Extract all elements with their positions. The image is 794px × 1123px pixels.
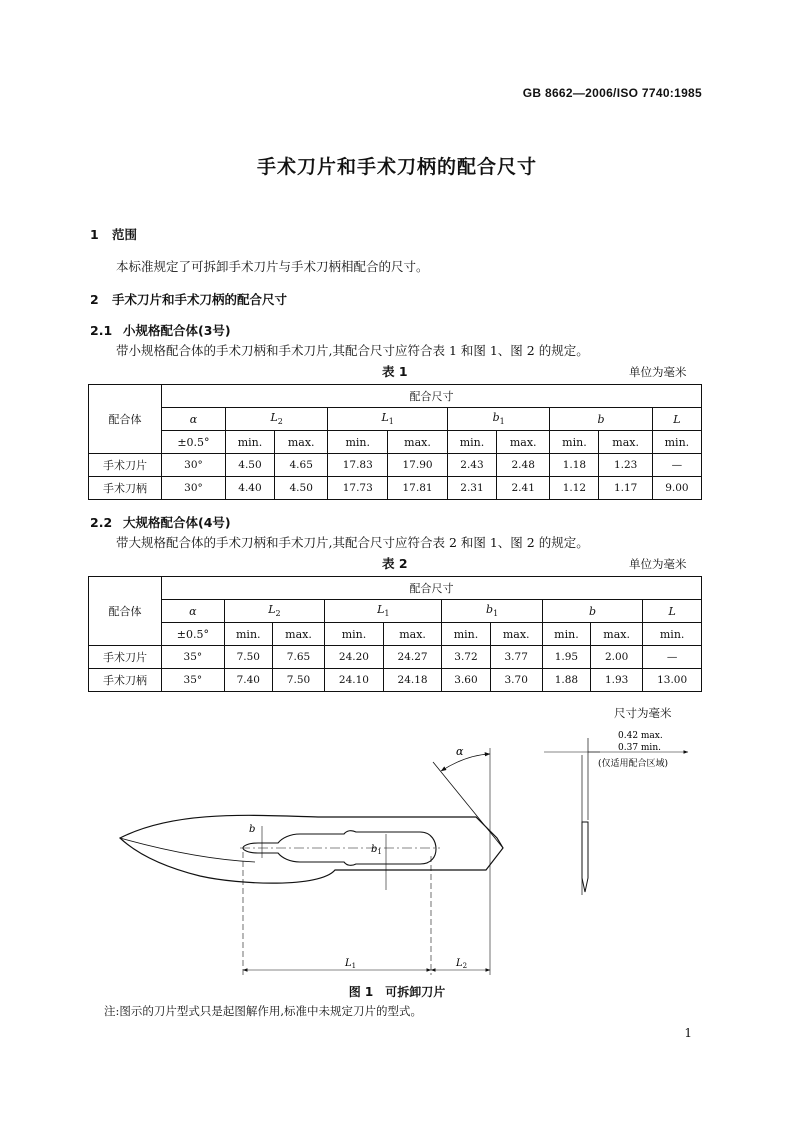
min-label: min. bbox=[550, 431, 599, 454]
cell: 2.00 bbox=[591, 646, 643, 669]
cell: 3.72 bbox=[442, 646, 490, 669]
figure-unit: 尺寸为毫米 bbox=[614, 706, 672, 720]
cell: 2.48 bbox=[497, 454, 550, 477]
max-label: max. bbox=[497, 431, 550, 454]
group-header: 配合尺寸 bbox=[162, 577, 702, 600]
cell: 17.81 bbox=[388, 477, 448, 500]
section-2-1-heading bbox=[90, 321, 231, 339]
section-number: 2.2 bbox=[90, 515, 113, 530]
alpha-arc bbox=[441, 754, 490, 771]
max-label: max. bbox=[383, 623, 442, 646]
blade-bevel-line bbox=[120, 838, 255, 862]
max-label: max. bbox=[388, 431, 448, 454]
section-2-2-heading bbox=[90, 513, 231, 531]
section-2-2-body: 带大规格配合体的手术刀柄和手术刀片,其配合尺寸应符合表 2 和图 1、图 2 的规定。 bbox=[116, 535, 589, 550]
alpha-label: α bbox=[456, 745, 464, 758]
col-alpha: α bbox=[162, 408, 226, 431]
col-b: b bbox=[542, 600, 642, 623]
max-label: max. bbox=[591, 623, 643, 646]
col-b1: $b_1$ bbox=[442, 600, 542, 623]
col-L1: $L_1$ bbox=[328, 408, 448, 431]
col-b: b bbox=[550, 408, 652, 431]
cell: 1.23 bbox=[599, 454, 652, 477]
cell: 3.60 bbox=[442, 669, 490, 692]
figure-caption: 图 1 可拆卸刀片 bbox=[348, 985, 446, 999]
b1-label: $b_1$ bbox=[371, 844, 382, 856]
row-name: 手术刀柄 bbox=[89, 669, 162, 692]
section-number: 2 bbox=[90, 292, 99, 307]
section-title: 大规格配合体(4号) bbox=[123, 515, 231, 530]
cell: 17.83 bbox=[328, 454, 388, 477]
L2-label: $L_2$ bbox=[456, 958, 468, 970]
cell: 17.90 bbox=[388, 454, 448, 477]
cell: 17.73 bbox=[328, 477, 388, 500]
cell: 24.10 bbox=[325, 669, 384, 692]
max-label: max. bbox=[272, 623, 324, 646]
min-label: min. bbox=[224, 623, 272, 646]
section-title: 手术刀片和手术刀柄的配合尺寸 bbox=[112, 292, 288, 307]
b-label: b bbox=[249, 824, 256, 835]
cell: — bbox=[652, 454, 701, 477]
blade-drawing bbox=[0, 720, 794, 980]
table-row bbox=[89, 646, 702, 669]
standard-code: GB 8662—2006/ISO 7740:1985 bbox=[522, 86, 702, 100]
cell: 24.18 bbox=[383, 669, 442, 692]
page-title: 手术刀片和手术刀柄的配合尺寸 bbox=[256, 156, 537, 178]
cell: 35° bbox=[162, 669, 225, 692]
section-2-heading bbox=[90, 290, 287, 308]
cell: 7.50 bbox=[224, 646, 272, 669]
cell: 1.88 bbox=[542, 669, 590, 692]
section-number: 2.1 bbox=[90, 323, 113, 338]
min-label: min. bbox=[643, 623, 702, 646]
min-label: min. bbox=[652, 431, 701, 454]
cell: 2.41 bbox=[497, 477, 550, 500]
col-alpha: α bbox=[162, 600, 225, 623]
cell: 1.95 bbox=[542, 646, 590, 669]
cell: 1.18 bbox=[550, 454, 599, 477]
table-row bbox=[89, 669, 702, 692]
cell: 24.27 bbox=[383, 646, 442, 669]
cell: 3.70 bbox=[490, 669, 542, 692]
row-name: 手术刀片 bbox=[89, 646, 162, 669]
thickness-min: 0.37 min. bbox=[618, 743, 661, 753]
section-title: 范围 bbox=[112, 227, 138, 242]
section-number: 1 bbox=[90, 227, 99, 242]
max-label: max. bbox=[599, 431, 652, 454]
col-b1: $b_1$ bbox=[447, 408, 549, 431]
section-2-1-body: 带小规格配合体的手术刀柄和手术刀片,其配合尺寸应符合表 1 和图 1、图 2 的规定。 bbox=[116, 343, 589, 358]
page-number: 1 bbox=[684, 1026, 692, 1040]
table-1-unit: 单位为毫米 bbox=[629, 365, 687, 379]
tolerance: ±0.5° bbox=[162, 623, 225, 646]
thickness-note: (仅适用配合区域) bbox=[598, 759, 669, 769]
min-label: min. bbox=[325, 623, 384, 646]
row-header: 配合体 bbox=[89, 577, 162, 646]
max-label: max. bbox=[275, 431, 328, 454]
col-L1: $L_1$ bbox=[325, 600, 442, 623]
table-2 bbox=[88, 576, 702, 692]
section-1-heading bbox=[90, 225, 137, 243]
table-row bbox=[89, 477, 702, 500]
table-1-caption: 表 1 bbox=[382, 364, 408, 379]
alpha-edge-line bbox=[433, 762, 503, 848]
col-L2: $L_2$ bbox=[224, 600, 324, 623]
cell: — bbox=[643, 646, 702, 669]
cell: 9.00 bbox=[652, 477, 701, 500]
thickness-max: 0.42 max. bbox=[618, 731, 663, 741]
col-L2: $L_2$ bbox=[225, 408, 327, 431]
row-name: 手术刀柄 bbox=[89, 477, 162, 500]
cell: 7.50 bbox=[272, 669, 324, 692]
cell: 2.43 bbox=[447, 454, 496, 477]
group-header: 配合尺寸 bbox=[162, 385, 702, 408]
cell: 24.20 bbox=[325, 646, 384, 669]
cell: 3.77 bbox=[490, 646, 542, 669]
cell: 4.65 bbox=[275, 454, 328, 477]
cell: 7.40 bbox=[224, 669, 272, 692]
min-label: min. bbox=[442, 623, 490, 646]
cell: 1.12 bbox=[550, 477, 599, 500]
blade-outline bbox=[120, 815, 503, 883]
col-L: L bbox=[652, 408, 701, 431]
blade-side-profile bbox=[582, 822, 588, 892]
cell: 30° bbox=[162, 454, 226, 477]
min-label: min. bbox=[447, 431, 496, 454]
table-1 bbox=[88, 384, 702, 500]
row-header: 配合体 bbox=[89, 385, 162, 454]
row-name: 手术刀片 bbox=[89, 454, 162, 477]
tolerance: ±0.5° bbox=[162, 431, 226, 454]
L1-label: $L_1$ bbox=[345, 958, 357, 970]
section-1-body: 本标准规定了可拆卸手术刀片与手术刀柄相配合的尺寸。 bbox=[116, 259, 429, 274]
cell: 2.31 bbox=[447, 477, 496, 500]
col-L: L bbox=[643, 600, 702, 623]
table-2-unit: 单位为毫米 bbox=[629, 557, 687, 571]
cell: 35° bbox=[162, 646, 225, 669]
cell: 13.00 bbox=[643, 669, 702, 692]
cell: 4.50 bbox=[275, 477, 328, 500]
cell: 4.40 bbox=[225, 477, 274, 500]
min-label: min. bbox=[542, 623, 590, 646]
cell: 1.93 bbox=[591, 669, 643, 692]
cell: 4.50 bbox=[225, 454, 274, 477]
cell: 30° bbox=[162, 477, 226, 500]
section-title: 小规格配合体(3号) bbox=[123, 323, 231, 338]
min-label: min. bbox=[225, 431, 274, 454]
table-row bbox=[89, 454, 702, 477]
max-label: max. bbox=[490, 623, 542, 646]
figure-note: 注:图示的刀片型式只是起图解作用,标准中未规定刀片的型式。 bbox=[104, 1004, 423, 1018]
cell: 7.65 bbox=[272, 646, 324, 669]
table-2-caption: 表 2 bbox=[382, 556, 408, 571]
cell: 1.17 bbox=[599, 477, 652, 500]
min-label: min. bbox=[328, 431, 388, 454]
